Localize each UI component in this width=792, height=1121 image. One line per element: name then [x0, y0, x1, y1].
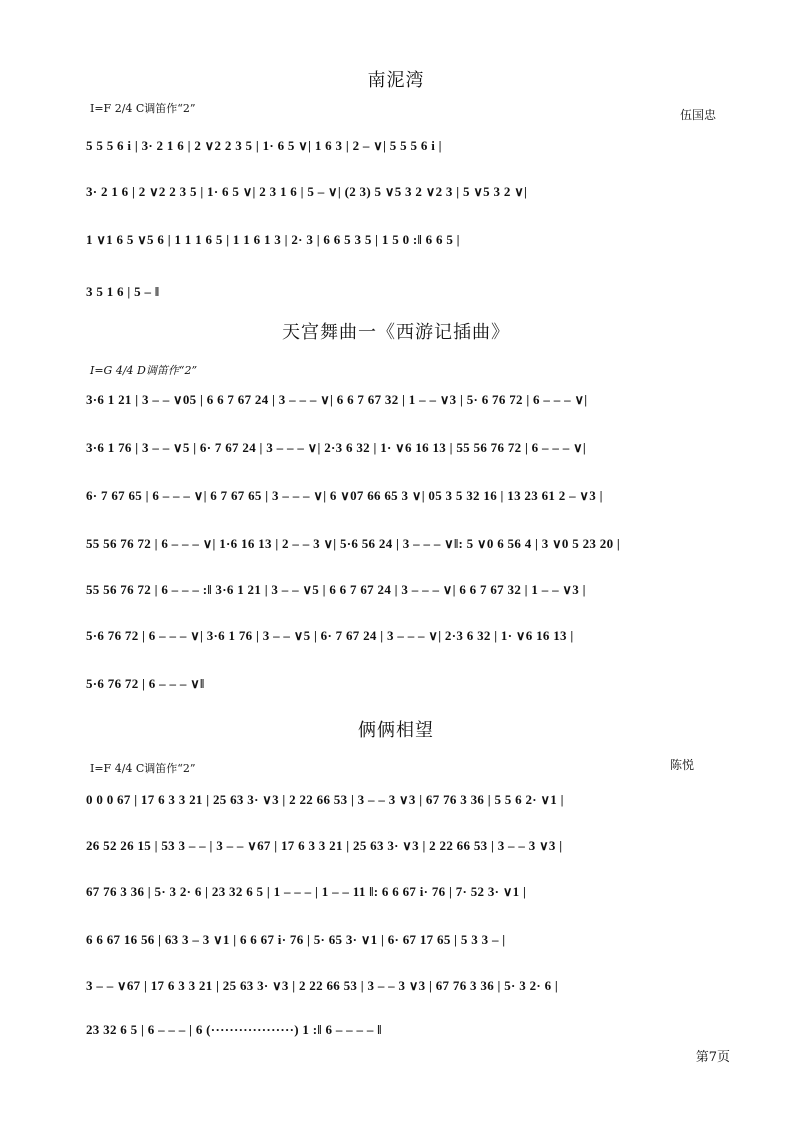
score-line: 3·6 1 21 | 3 – – ∨05 | 6 6 7 67 24 | 3 – – – ∨| 6 6 7 67 32 | 1 – – ∨3 | 5· 6 76 72 | 6 – – – ∨| [86, 392, 588, 407]
score-line: 6· 7 67 65 | 6 – – – ∨| 6 7 67 65 | 3 – – – ∨| 6 ∨07 66 65 3 ∨| 05 3 5 32 16 | 13 23 61 2 – ∨3 | [86, 488, 603, 503]
piece-title-1: 南泥湾 [367, 70, 425, 91]
key-signature-2: I=G 4/4 D调笛作“2” [90, 364, 198, 377]
score-line: 55 56 76 72 | 6 – – – :‖ 3·6 1 21 | 3 – – ∨5 | 6 6 7 67 24 | 3 – – – ∨| 6 6 7 67 32 | 1 – – ∨3 | [86, 582, 586, 597]
score-line: 5·6 76 72 | 6 – – – ∨‖ [86, 676, 205, 691]
score-line: 5·6 76 72 | 6 – – – ∨| 3·6 1 76 | 3 – – ∨5 | 6· 7 67 24 | 3 – – – ∨| 2·3 6 32 | 1· ∨6 16 13 | [86, 628, 574, 643]
score-line: 6 6 67 16 56 | 63 3 – 3 ∨1 | 6 6 67 i· 76 | 5· 65 3· ∨1 | 6· 67 17 65 | 5 3 3 – | [86, 932, 506, 947]
score-line: 1 ∨1 6 5 ∨5 6 | 1 1 1 6 5 | 1 1 6 1 3 | 2· 3 | 6 6 5 3 5 | 1 5 0 :‖ 6 6 5 | [86, 232, 460, 247]
score-line: 0 0 0 67 | 17 6 3 3 21 | 25 63 3· ∨3 | 2 22 66 53 | 3 – – 3 ∨3 | 67 76 3 36 | 5 5 6 2· ∨1 | [86, 792, 564, 807]
score-line: 3 5 1 6 | 5 – ‖ [86, 284, 160, 299]
score-line: 5 5 5 6 i | 3· 2 1 6 | 2 ∨2 2 3 5 | 1· 6 5 ∨| 1 6 3 | 2 – ∨| 5 5 5 6 i | [86, 138, 442, 153]
score-line: 67 76 3 36 | 5· 3 2· 6 | 23 32 6 5 | 1 – – – | 1 – – 11 ‖: 6 6 67 i· 76 | 7· 52 3· ∨1 | [86, 884, 527, 899]
key-signature-1: I=F 2/4 C调笛作“2” [90, 102, 196, 115]
score-line: 55 56 76 72 | 6 – – – ∨| 1·6 16 13 | 2 – – 3 ∨| 5·6 56 24 | 3 – – – ∨‖: 5 ∨0 6 56 4 | 3 ∨0 5 23 20 | [86, 536, 621, 551]
score-line: 3 – – ∨67 | 17 6 3 3 21 | 25 63 3· ∨3 | 2 22 66 53 | 3 – – 3 ∨3 | 67 76 3 36 | 5· 3 2· 6 | [86, 978, 559, 993]
score-line: 3· 2 1 6 | 2 ∨2 2 3 5 | 1· 6 5 ∨| 2 3 1 6 | 5 – ∨| (2 3) 5 ∨5 3 2 ∨2 3 | 5 ∨5 3 2 ∨| [86, 184, 528, 199]
page-number: 第7页 [695, 1050, 730, 1065]
composer-3: 陈悦 [670, 758, 695, 772]
score-line: 23 32 6 5 | 6 – – – | 6 (··················) 1 :‖ 6 – – – – ‖ [86, 1022, 382, 1037]
piece-title-2: 天宫舞曲一《西游记插曲》 [282, 322, 510, 343]
composer-1: 伍国忠 [680, 108, 717, 122]
key-signature-3: I=F 4/4 C调笛作“2” [90, 762, 196, 775]
score-line: 3·6 1 76 | 3 – – ∨5 | 6· 7 67 24 | 3 – – – ∨| 2·3 6 32 | 1· ∨6 16 13 | 55 56 76 72 | 6 – – – ∨| [86, 440, 587, 455]
piece-title-3: 俩俩相望 [358, 720, 434, 741]
score-line: 26 52 26 15 | 53 3 – – | 3 – – ∨67 | 17 6 3 3 21 | 25 63 3· ∨3 | 2 22 66 53 | 3 – – 3 ∨3 | [86, 838, 563, 853]
